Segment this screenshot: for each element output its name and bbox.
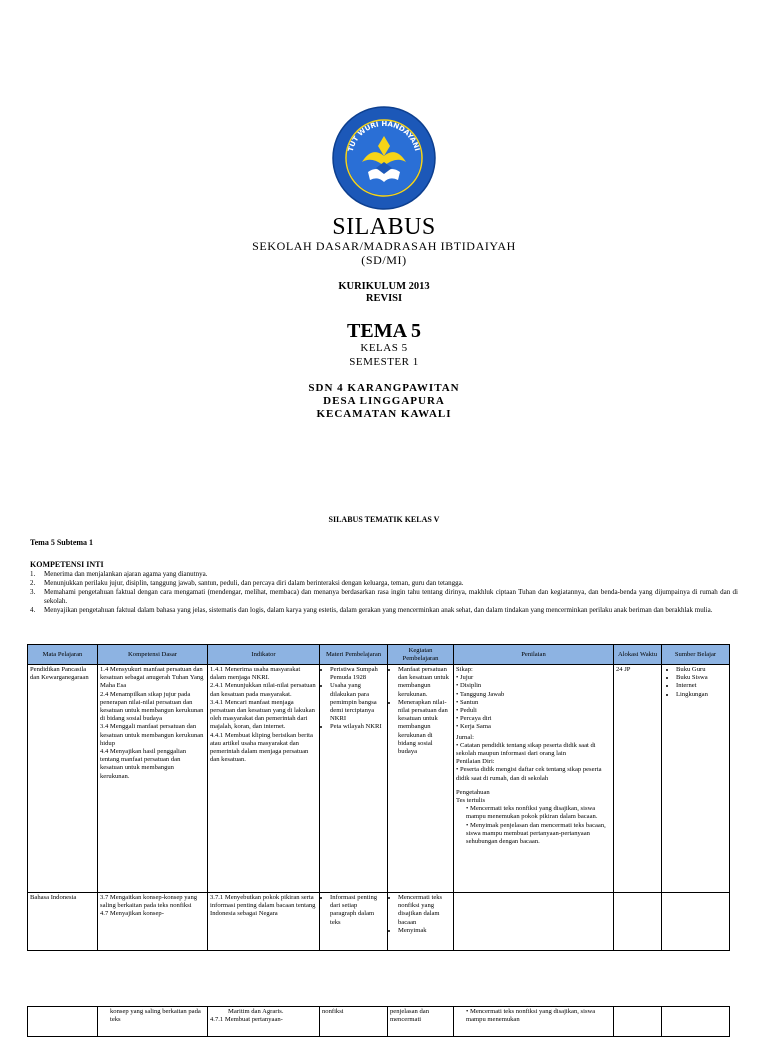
- ki-heading: KOMPETENSI INTI: [30, 560, 104, 569]
- cell-penilaian: [454, 893, 614, 951]
- cover-tema: TEMA 5: [347, 320, 421, 342]
- cell-kd: konsep yang saling berkaitan pada teks: [98, 1007, 208, 1037]
- cell-mapel: Pendidikan Pancasila dan Kewarganegaraan: [28, 665, 98, 893]
- cell-mapel: Bahasa Indonesia: [28, 893, 98, 951]
- ki-item: 1. Menerima dan menjalankan ajaran agama yang dianutnya.: [30, 570, 208, 578]
- cell-kegiatan: • Mencermati teks nonfiksi yang disajikan dalam bacaan • Menyimak: [388, 893, 454, 951]
- tut-wuri-handayani-logo: [332, 106, 436, 210]
- table-row: [28, 893, 730, 951]
- cover-kelas: KELAS 5: [360, 342, 408, 354]
- th-mapel: Mata Pelajaran: [28, 645, 98, 665]
- th-kd: Kompetensi Dasar: [98, 645, 208, 665]
- cell-sumber: • Buku Guru • Buku Siswa • Internet • Lingkungan: [662, 665, 730, 893]
- cell-sumber: [662, 1007, 730, 1037]
- cell-materi: • Peristiwa Sumpah Pemuda 1928 • Usaha yang dilakukan para pemimpin bangsa demi terciptanya NKRI • Peta wilayah NKRI: [320, 665, 388, 893]
- school-name: SDN 4 KARANGPAWITAN: [308, 382, 460, 394]
- table-row: [28, 1007, 730, 1037]
- cell-penilaian: • Mencermati teks nonfiksi yang disajikan, siswa mampu menemukan: [454, 1007, 614, 1037]
- cover-subtitle: SEKOLAH DASAR/MADRASAH IBTIDAIYAH: [252, 239, 516, 253]
- kompetensi-inti-list: [30, 570, 738, 615]
- th-sumber: Sumber Belajar: [662, 645, 730, 665]
- school-district: KECAMATAN KAWALI: [316, 408, 452, 420]
- cell-mapel: [28, 1007, 98, 1037]
- silabus-table: [27, 644, 730, 951]
- ki-item: 4. Menyajikan pengetahuan faktual dalam bahasa yang jelas, sistematis dan logis, dalam karya yang estetis, dalam gerakan yang mencerminkan anak sehat, dan dalam tindakan yang mencerminkan perilaku anak beriman dan berakhlak mulia.: [30, 606, 713, 614]
- table-header-row: [28, 645, 730, 665]
- cell-kd: 1.4 Mensyukuri manfaat persatuan dan kesatuan sebagai anugerah Tuhan Yang Maha Esa 2.4 Menampilkan sikap jujur pada penerapan nilai-nilai persatuan dan kesatuan untuk membangun kerukunan di bidang sosial budaya 3.4 Menggali manfaat persatuan dan kesatuan untuk membangun kerukunan hidup 4.4 Menyajikan hasil penggalian tentang manfaat persatuan dan kesatuan untuk membangun kerukunan.: [98, 665, 208, 893]
- cover-semester: SEMESTER 1: [349, 356, 419, 368]
- cell-alokasi: [614, 1007, 662, 1037]
- th-materi: Materi Pembelajaran: [320, 645, 388, 665]
- cell-penilaian: Sikap: • Jujur • Disiplin • Tanggung Jawab • Santun • Peduli • Percaya diri • Kerja Sama Jurnal: • Catatan pendidik tentang sikap peserta didik saat di sekolah maupun informasi dari orang lain Penilaian Diri: • Peserta didik mengisi daftar cek tentang sikap peserta didik saat di rumah, dan di sekolah Pengetahuan Tes tertulis • Mencermati teks nonfiksi yang disajikan, siswa mampu menemukan pokok pikiran dalam bacaan. • Menyimak penjelasan dan mencermati teks bacaan, siswa mampu membuat pertanyaan-pertanyaan sehubungan dengan bacaan.: [454, 665, 614, 893]
- ki-item: 2. Menunjukkan perilaku jujur, disiplin, tanggung jawab, santun, peduli, dan percaya diri dalam berinteraksi dengan keluarga, teman, guru dan tetangga.: [30, 579, 464, 587]
- cell-alokasi: 24 JP: [614, 665, 662, 893]
- th-kegiatan: Kegiatan Pembelajaran: [388, 645, 454, 665]
- th-indikator: Indikator: [208, 645, 320, 665]
- cell-materi: nonfiksi: [320, 1007, 388, 1037]
- cell-alokasi: [614, 893, 662, 951]
- th-alokasi: Alokasi Waktu: [614, 645, 662, 665]
- cell-kegiatan: penjelasan dan mencermati: [388, 1007, 454, 1037]
- cell-indikator: 3.7.1 Menyebutkan pokok pikiran serta informasi penting dalam bacaan tentang Indonesia sebagai Negara: [208, 893, 320, 951]
- svg-text:TUT WURI HANDAYANI: TUT WURI HANDAYANI: [346, 119, 422, 153]
- cover-subtitle-abbr: (SD/MI): [361, 253, 407, 267]
- subtema-label: Tema 5 Subtema 1: [30, 538, 94, 547]
- school-village: DESA LINGGAPURA: [323, 395, 445, 407]
- cell-kegiatan: • Manfaat persatuan dan kesatuan untuk membangun kerukunan. • Menerapkan nilai-nilai persatuan dan kesatuan untuk membangun kerukunan di bidang sosial budaya: [388, 665, 454, 893]
- ki-item: 3. Memahami pengetahuan faktual dengan cara mengamati (mendengar, melihat, membaca) dan menanya berdasarkan rasa ingin tahu tentang dirinya, makhluk ciptaan Tuhan dan kegiatannya, dan benda-benda yang dijumpainya di rumah dan di sekolah.: [30, 588, 738, 605]
- cell-materi: • Informasi penting dari setiap paragraph dalam teks: [320, 893, 388, 951]
- cover-kurikulum: KURIKULUM 2013: [338, 281, 430, 292]
- cover-revisi: REVISI: [365, 293, 403, 304]
- silabus-table-continued: [27, 1006, 730, 1037]
- cell-indikator: Maritim dan Agraris. 4.7.1 Membuat pertanyaan-: [208, 1007, 320, 1037]
- cover-title: SILABUS: [332, 214, 436, 240]
- section-title: SILABUS TEMATIK KELAS V: [328, 515, 440, 524]
- cell-indikator: 1.4.1 Menerima usaha masyarakat dalam menjaga NKRI. 2.4.1 Menunjukkan nilai-nilai persatuan dan kesatuan pada masyarakat. 3.4.1 Mencari manfaat menjaga persatuan dan kesatuan yang di lakukan oleh masyarakat dan pemerintah dari majalah, koran, dan internet. 4.4.1 Membuat kliping berisikan berita atau artikel usaha masyarakat dan pemerintah dalam menjaga persatuan dan kesatuan.: [208, 665, 320, 893]
- th-penilaian: Penilaian: [454, 645, 614, 665]
- cell-kd: 3.7 Mengaitkan konsep-konsep yang saling berkaitan pada teks nonfiksi 4.7 Menyajikan konsep-: [98, 893, 208, 951]
- cell-sumber: [662, 893, 730, 951]
- table-row: [28, 665, 730, 893]
